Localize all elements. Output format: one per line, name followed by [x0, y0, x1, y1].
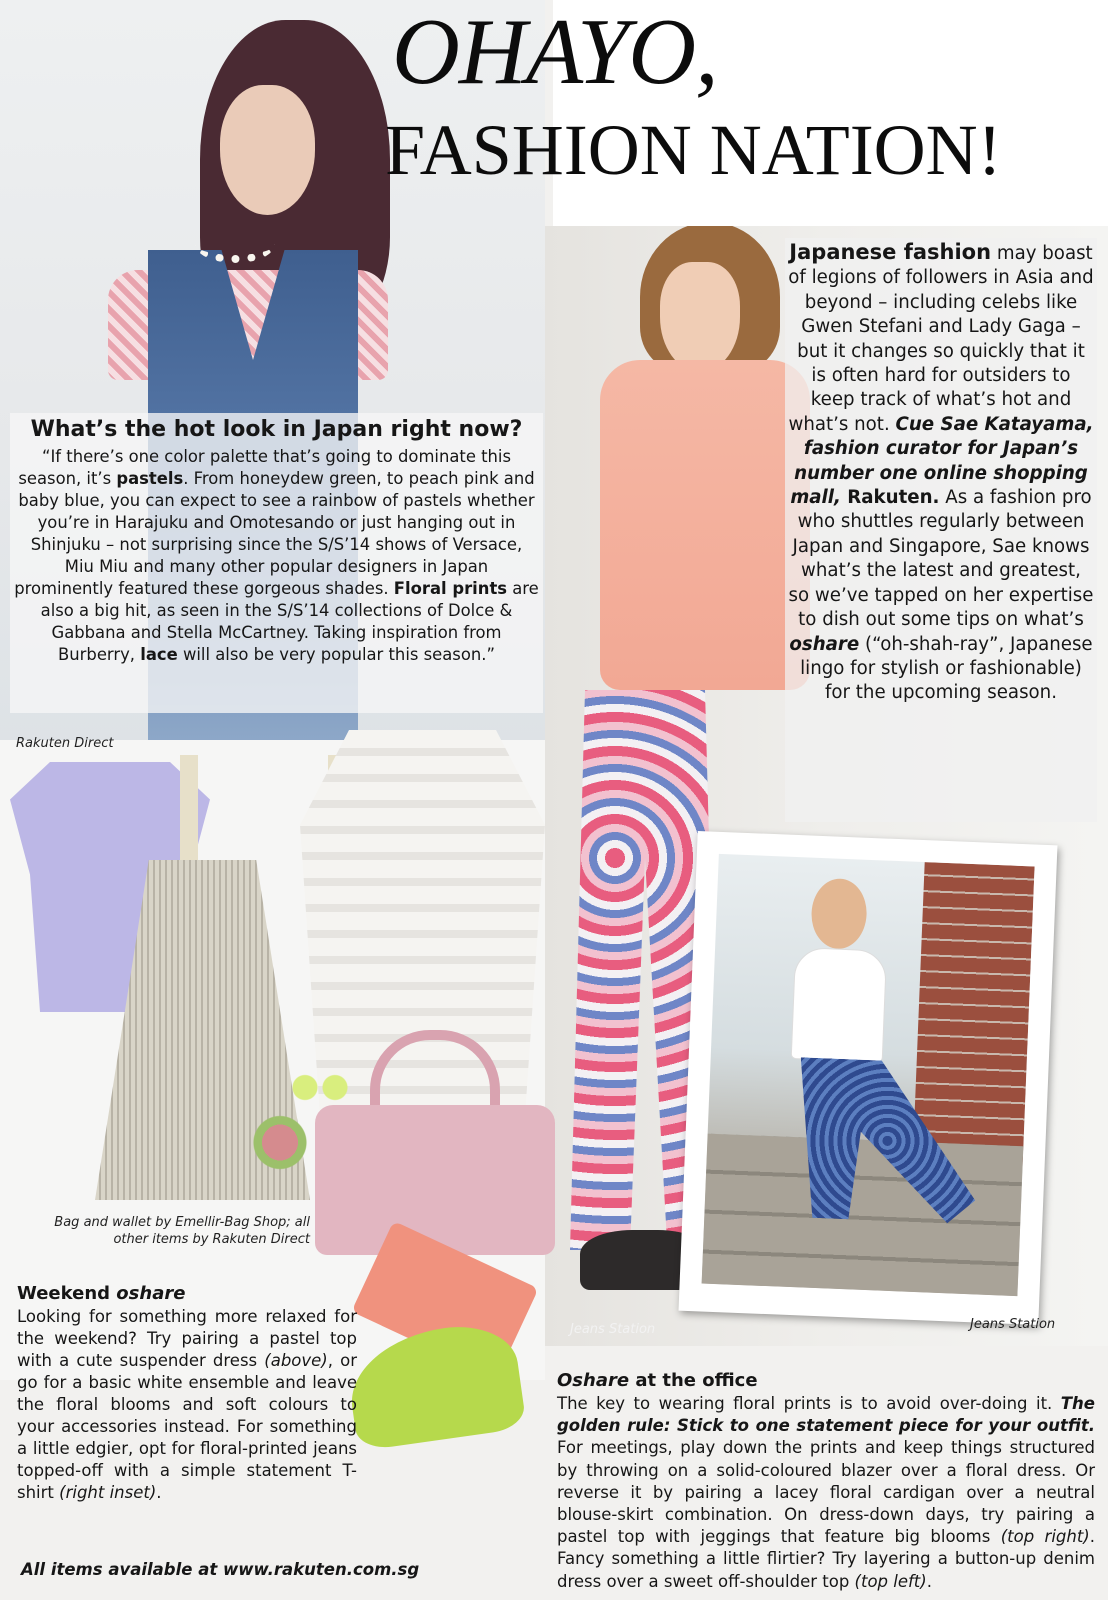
text-run: The key to wearing floral prints is to avoid over-doing it. — [557, 1394, 1061, 1413]
text-run-bold: Rakuten. — [847, 487, 940, 509]
intro-lead: Japanese fashion — [789, 240, 992, 264]
hot-look-heading: What’s the hot look in Japan right now? — [30, 417, 523, 442]
text-run: will also be very popular this season.” — [177, 645, 495, 664]
text-run-bold: Floral prints — [393, 579, 508, 598]
intro-body — [788, 240, 1094, 706]
peach-sweater — [600, 360, 810, 690]
text-run-italic: (top left) — [854, 1571, 927, 1591]
text-run: . — [156, 1483, 162, 1502]
text-run-bold: lace — [140, 645, 178, 664]
text-run: . — [926, 1571, 932, 1591]
face-shape-2 — [660, 262, 740, 372]
text-run: As a fashion pro who shuttles regularly between Japan and Singapore, Sae knows what’s the latest and greatest, so we’ve tapped on her expertise to dish out some tips on what’s — [788, 487, 1094, 631]
credit-line: Bag and wallet by Emellir-Bag Shop; all — [54, 1215, 310, 1230]
face-shape — [220, 85, 315, 215]
text-run: . From honeydew green, to peach pink and baby blue, you can expect to see a rainbow of pastels whether you’re in Harajuku and Omotesando or just hanging out in Shinjuku – not surprising since the S/S’14 shows of Versace, Miu Miu and many other popular designers in Japan prominently featured these gorgeous shades. — [14, 469, 535, 598]
photo-credit-rakuten-direct: Rakuten Direct — [16, 736, 114, 751]
text-run: are also a big hit, as seen in the S/S’14 collections of Dolce & Gabbana and Stella McCartney. Taking inspiration from Burberry, — [40, 579, 539, 664]
weekend-heading — [17, 1283, 185, 1304]
office-body — [557, 1393, 1095, 1593]
pink-handbag — [315, 1105, 555, 1255]
text-run: For meetings, play down the prints and keep things structured by throwing on a solid-coloured blazer over a floral dress. Or reverse it by pairing a lacey floral cardigan over a neutral blouse-skirt combination. On dress-down days, try pairing a pastel top with jeggings that feature big blooms — [557, 1438, 1095, 1547]
heading-run: at the office — [629, 1370, 758, 1391]
hot-look-body — [14, 446, 539, 666]
text-run: may boast of legions of followers in Asia and beyond – including celebs like Gwen Stefani and Lady Gaga – but it changes so quickly that it is often hard for outsiders to keep track of what’s hot and what’s not. — [788, 243, 1094, 435]
text-run-italic: (top right) — [1000, 1527, 1090, 1547]
footer-availability: All items available at www.rakuten.com.sg — [21, 1560, 420, 1579]
text-run: . Fancy something a little flirtier? Try layering a button-up denim dress over a sweet off-shoulder top — [557, 1527, 1095, 1591]
title-line-2: FASHION NATION! — [385, 110, 1002, 190]
text-run-italic: (above) — [264, 1351, 328, 1370]
text-run-bold: pastels — [116, 469, 184, 488]
text-run: “If there’s one color palette that’s going to dominate this season, it’s — [18, 447, 512, 488]
heading-run-italic: Oshare — [557, 1370, 630, 1391]
office-heading — [557, 1370, 758, 1391]
text-run-italic: (right inset) — [59, 1483, 157, 1502]
weekend-body — [17, 1306, 357, 1504]
text-run: , or go for a basic white ensemble and leave the floral blooms and soft colours to your accessories instead. For something a little edgier, opt for floral-printed jeans topped-off with a simple statement T-shirt — [17, 1351, 357, 1502]
inset-photo-woman-on-steps — [702, 854, 1035, 1296]
floral-ring — [240, 1115, 320, 1170]
pearl-necklace — [195, 225, 275, 263]
photo-credit-jeans-station-inset: Jeans Station — [970, 1317, 1056, 1332]
heading-run: Weekend — [17, 1283, 117, 1304]
heading-run-italic: oshare — [116, 1283, 186, 1304]
title-line-1: OHAYO, — [392, 0, 718, 104]
inset-white-tshirt — [791, 947, 887, 1063]
text-run: (“oh-shah-ray”, Japanese lingo for stylish or fashionable) for the upcoming season. — [800, 633, 1093, 704]
text-run-bold-italic: The golden rule: Stick to one statement piece for your outfit. — [557, 1394, 1095, 1436]
inset-photo-frame — [679, 831, 1058, 1325]
inset-head — [810, 878, 868, 950]
text-run-bold-italic: Cue Sae Katayama, fashion curator for Japan’s number one online shopping mall, — [790, 413, 1094, 509]
photo-credit-jeans-station: Jeans Station — [570, 1322, 656, 1337]
photo-credit-accessories — [20, 1214, 310, 1248]
text-run: Looking for something more relaxed for the weekend? Try pairing a pastel top with a cute suspender dress — [17, 1307, 357, 1370]
credit-line: other items by Rakuten Direct — [113, 1232, 310, 1247]
stone-steps — [702, 1134, 1024, 1297]
brick-wall — [913, 862, 1035, 1166]
text-run-bold-italic: oshare — [789, 633, 860, 655]
